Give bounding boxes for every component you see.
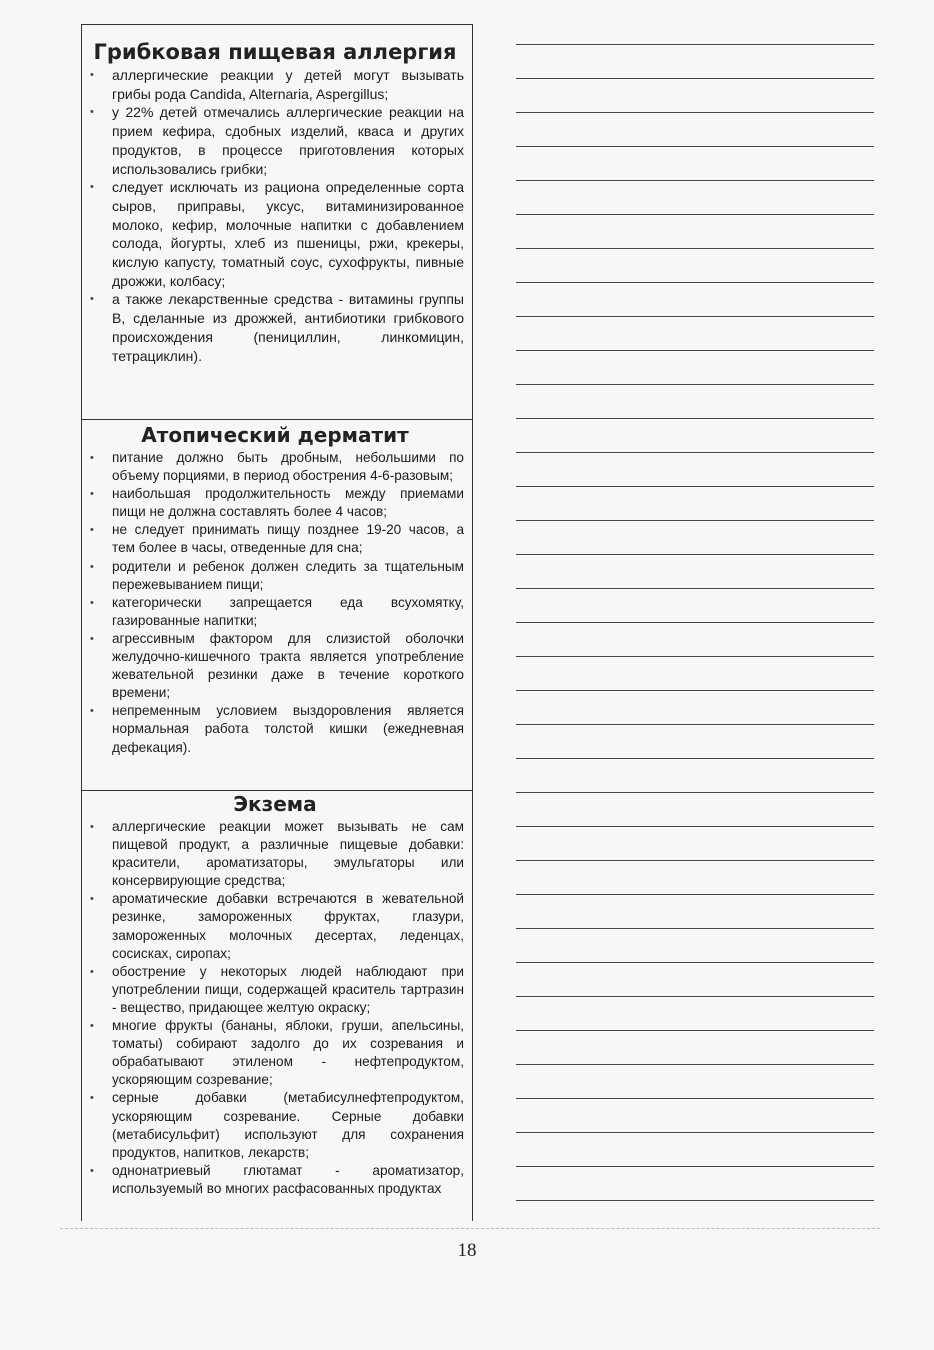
note-line	[516, 1166, 874, 1167]
bullet-icon: •	[90, 1092, 94, 1105]
section-title: Грибковая пищевая аллергия	[93, 40, 457, 64]
bullet-icon: •	[90, 452, 94, 464]
section-fungal-allergy	[82, 25, 472, 420]
note-line	[516, 928, 874, 929]
note-line	[516, 316, 874, 317]
bullet-icon: •	[90, 705, 94, 718]
note-line	[516, 384, 874, 385]
note-line	[516, 1064, 874, 1065]
list-item: • а также лекарственные средства - витамины группы В, сделанные из дрожжей, антибиотики грибкового происхождения (пенициллин, линкомицин, тетрациклин).	[90, 291, 464, 364]
list-item: • родители и ребенок должен следить за тщательным пережевыванием пищи;	[90, 558, 464, 592]
note-line	[516, 180, 874, 181]
bullet-icon: •	[90, 560, 94, 573]
bullet-icon: •	[90, 632, 94, 645]
note-line	[516, 248, 874, 249]
list-item: • агрессивным фактором для слизистой оболочки желудочно-кишечного тракта является употребление жевательной резинки даже в течение короткого времени;	[90, 630, 464, 701]
section-eczema	[82, 791, 472, 1220]
list-item: • непременным условием выздоровления является нормальная работа толстой кишки (ежедневная дефекация).	[90, 703, 464, 755]
note-line	[516, 520, 874, 521]
note-line	[516, 1132, 874, 1133]
list-item: • аллергические реакции у детей могут вызывать грибы рода Candida, Alternaria, Aspergillus;	[90, 67, 464, 102]
bullet-icon: •	[90, 69, 94, 81]
note-line	[516, 452, 874, 453]
list-item: • не следует принимать пищу позднее 19-20 часов, а тем более в часы, отведенные для сна;	[90, 522, 464, 556]
note-line	[516, 996, 874, 997]
bullet-icon: •	[90, 821, 94, 833]
bullet-icon: •	[90, 181, 94, 194]
note-line	[516, 690, 874, 691]
bullet-icon: •	[90, 1020, 94, 1033]
list-item: • серные добавки (метабисулнефтепродуктом, ускоряющим созревание. Серные добавки (метабисульфит) используют для сохранения продуктов, напитков, лекарств;	[90, 1090, 464, 1160]
list-item: • обострение у некоторых людей наблюдают при употреблении пищи, содержащей краситель тартразин - вещество, придающее желтую окраску;	[90, 963, 464, 1015]
list-item: • категорически запрещается еда всухомятку, газированные напитки;	[90, 594, 464, 628]
note-line	[516, 826, 874, 827]
note-line	[516, 588, 874, 589]
list-item: • ароматические добавки встречаются в жевательной резинке, замороженных фруктах, глазури, замороженных молочных десертах, леденцах, сосисках, сиропах;	[90, 891, 464, 961]
note-line	[516, 214, 874, 215]
list-item: • следует исключать из рациона определенные сорта сыров, приправы, уксус, витаминизированное молоко, кефир, молочные напитки с добавлением солода, йогурты, хлеб из пшеницы, ржи, крекеры, кислую капусту, томатный соус, сухофрукты, пивные дрожжи, колбасу;	[90, 179, 464, 289]
list-item: • однонатриевый глютамат - ароматизатор, используемый во многих расфасованных продуктах	[90, 1162, 464, 1196]
note-line	[516, 418, 874, 419]
section-atopic-dermatitis	[82, 420, 472, 791]
note-line	[516, 1030, 874, 1031]
bullet-icon: •	[90, 965, 94, 978]
note-line	[516, 1098, 874, 1099]
section-title: Атопический дерматит	[141, 423, 409, 447]
note-line	[516, 622, 874, 623]
bullet-list	[86, 66, 464, 365]
info-panel	[81, 24, 473, 1221]
note-line	[516, 894, 874, 895]
bullet-icon: •	[90, 596, 94, 609]
notes-lines-area	[516, 0, 874, 1225]
section-title: Экзема	[233, 792, 317, 816]
note-line	[516, 282, 874, 283]
note-line	[516, 962, 874, 963]
note-line	[516, 656, 874, 657]
page-number: 18	[457, 1240, 477, 1261]
note-line	[516, 112, 874, 113]
bullet-icon: •	[90, 524, 94, 537]
note-line	[516, 724, 874, 725]
note-line	[516, 44, 874, 45]
list-item: • многие фрукты (бананы, яблоки, груши, апельсины, томаты) собирают задолго до их созревания и обрабатывают этиленом - нефтепродуктом, ускоряющим созревание;	[90, 1018, 464, 1088]
bullet-icon: •	[90, 488, 94, 501]
bullet-icon: •	[90, 1164, 94, 1177]
bottom-divider	[60, 1228, 880, 1229]
bullet-list	[86, 818, 464, 1198]
note-line	[516, 1200, 874, 1201]
note-line	[516, 758, 874, 759]
bullet-icon: •	[90, 106, 94, 119]
bullet-icon: •	[90, 893, 94, 906]
note-line	[516, 792, 874, 793]
note-line	[516, 78, 874, 79]
note-line	[516, 860, 874, 861]
note-line	[516, 554, 874, 555]
note-line	[516, 350, 874, 351]
list-item: • у 22% детей отмечались аллергические реакции на прием кефира, сдобных изделий, кваса и других продуктов, в процессе приготовления которых использовались грибки;	[90, 104, 464, 177]
bullet-list	[86, 449, 464, 757]
note-line	[516, 146, 874, 147]
list-item: • питание должно быть дробным, небольшими по объему порциями, в период обострения 4-6-разовым;	[90, 450, 464, 484]
bullet-icon: •	[90, 293, 94, 306]
list-item: • наибольшая продолжительность между приемами пищи не должна составлять более 4 часов;	[90, 486, 464, 520]
note-line	[516, 486, 874, 487]
list-item: • аллергические реакции может вызывать не сам пищевой продукт, а различные пищевые добавки: красители, ароматизаторы, эмульгаторы или консервирующие средства;	[90, 819, 464, 889]
